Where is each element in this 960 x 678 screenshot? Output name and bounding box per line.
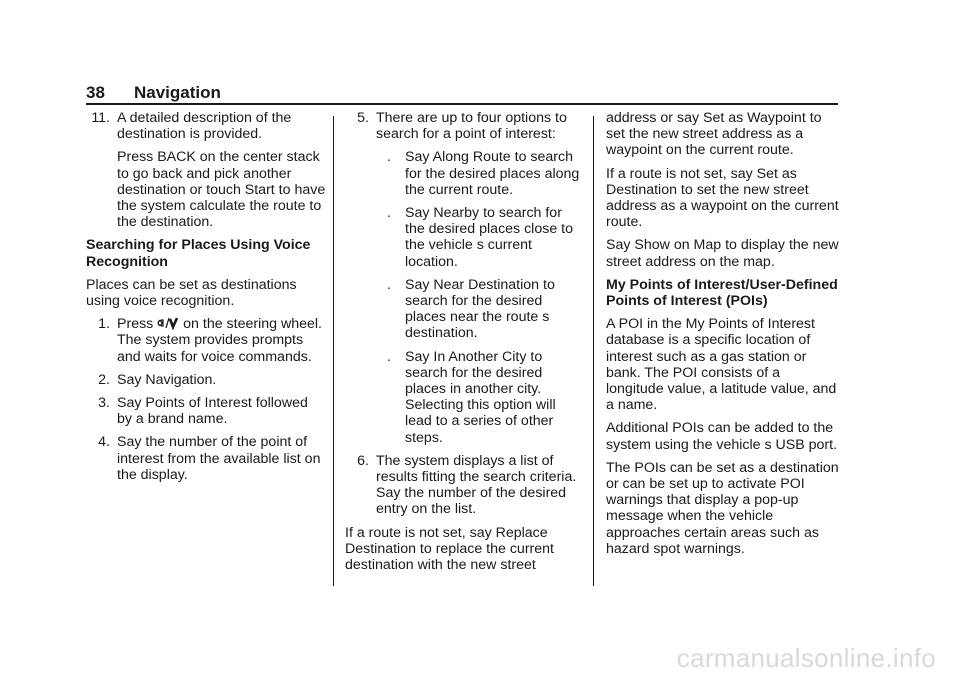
bullet-item (387, 277, 581, 342)
paragraph: A POI in the My Points of Interest database is a specific location of interest such as a gas station or bank. The POI consists of a longitude value, a latitude value, and a name. (606, 316, 837, 414)
bullet-item (387, 349, 581, 446)
step-text (117, 316, 326, 365)
watermark: carmanualsonline.info (676, 643, 936, 673)
step-11 (86, 110, 326, 142)
step-2 (86, 372, 326, 388)
paragraph: Additional POIs can be added to the system using the vehicle s USB port. (606, 420, 838, 453)
bullet-mark: . (387, 348, 391, 365)
paragraph: If a route is not set, say Replace Destination to replace the current destination with the new street (345, 524, 554, 574)
paragraph: If a route is not set, say Set as Destination to set the new street address as a waypoint on the current route. (606, 165, 839, 231)
step-number: 6. (357, 452, 369, 469)
page-header (86, 82, 838, 104)
bullet-mark: . (387, 205, 391, 222)
step-text: The system displays a list of results fitting the search criteria. Say the number of the desired entry on the list. (376, 452, 577, 518)
bullet-item (387, 149, 581, 198)
step-5 (345, 110, 581, 142)
section-title: Navigation (134, 83, 221, 102)
step-text: Say Navigation. (117, 371, 217, 388)
step-6 (345, 453, 581, 518)
step-text: There are up to four options to search for a point of interest: (376, 110, 567, 143)
bullet-text: Say Near Destination to search for the desired places near the route s destination. (405, 276, 555, 342)
paragraph: Say Show on Map to display the new street address on the map. (606, 237, 839, 270)
column-3 (606, 110, 840, 564)
bullet-item (387, 205, 581, 270)
step-text-pre: Press (117, 316, 154, 333)
paragraph: Places can be set as destinations using voice recognition. (86, 276, 297, 310)
step-number: 1. (98, 316, 110, 333)
step-11-continuation: Press BACK on the center stack to go back and pick another destination or touch Start to have the system calculate the route to the destination. (117, 149, 326, 231)
bullet-mark: . (387, 149, 391, 166)
step-text: A detailed description of the destination is provided. (117, 110, 292, 143)
step-1 (86, 316, 326, 365)
section-heading: My Points of Interest/User-Defined Points of Interest (POIs) (606, 276, 838, 310)
step-number: 4. (98, 434, 110, 451)
bullet-text: Say Along Route to search for the desired places along the current route. (405, 149, 580, 198)
step-text: Say Points of Interest followed by a brand name. (117, 395, 308, 428)
paragraph: The POIs can be set as a destination or can be set up to activate POI warnings that display a pop-up message when the vehicle approaches certain areas such as hazard spot warnings. (606, 459, 839, 557)
column-divider-1 (333, 116, 334, 586)
section-heading: Searching for Places Using Voice Recognition (86, 237, 311, 270)
step-number: 11. (91, 110, 110, 126)
voice-recognition-steering-icon (157, 316, 179, 332)
step-number: 3. (98, 395, 110, 412)
step-3 (86, 395, 326, 427)
step-text-post: on the steering wheel. The system provides prompts and waits for voice commands. (117, 316, 322, 365)
step-number: 5. (357, 110, 369, 126)
column-divider-2 (593, 116, 594, 586)
step-4 (86, 434, 326, 483)
paragraph: address or say Set as Waypoint to set the new street address as a waypoint on the current route. (606, 110, 822, 159)
page-number: 38 (86, 83, 105, 102)
step-text: Say the number of the point of interest from the available list on the display. (117, 434, 321, 483)
bullet-mark: . (387, 276, 391, 293)
step-number: 2. (98, 371, 110, 388)
bullet-text: Say Nearby to search for the desired places close to the vehicle s current location. (405, 205, 573, 270)
bullet-list (345, 149, 581, 445)
column-1 (86, 110, 326, 490)
header-rule (86, 103, 838, 105)
column-2 (345, 110, 581, 580)
bullet-text: Say In Another City to search for the desired places in another city. Selecting this option will lead to a series of other steps. (405, 348, 556, 446)
